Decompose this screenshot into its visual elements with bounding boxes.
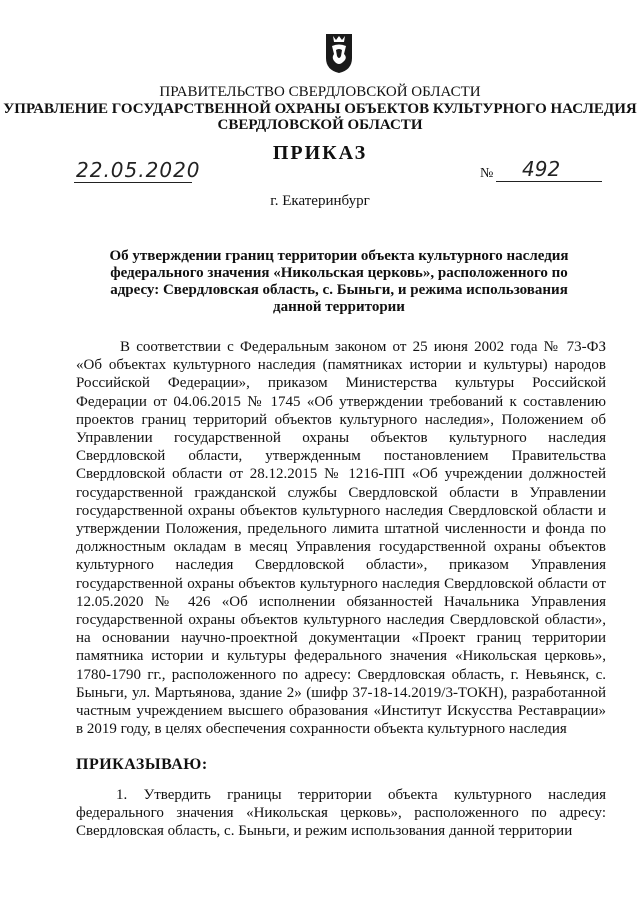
city: г. Екатеринбург <box>270 193 370 209</box>
document-type: ПРИКАЗ <box>272 142 368 164</box>
date-underline <box>74 182 192 183</box>
department-name: УПРАВЛЕНИЕ ГОСУДАРСТВЕННОЙ ОХРАНЫ ОБЪЕКТОВ КУЛЬТУРНОГО НАСЛЕДИЯ СВЕРДЛОВСКОЙ ОБЛАСТИ <box>3 101 637 133</box>
coat-of-arms-icon <box>324 32 354 74</box>
order-keyword: ПРИКАЗЫВАЮ: <box>76 756 208 773</box>
preamble-paragraph: В соответствии с Федеральным законом от 25 июня 2002 года № 73-ФЗ «Об объектах культурного наследия (памятниках истории и культуры) народов Российской Федерации», приказом Министерства культуры Российской Федерации от 04.06.2015 № 1745 «Об утверждении требований к составлению проектов границ территорий объектов культурного наследия», Положением об Управлении государственной охраны объектов культурного наследия Свердловской области, утвержденным постановлением Правительства Свердловской области от 28.12.2015 № 1216-ПП «Об учреждении должностей государственной гражданской службы Свердловской области в Управлении государственной охраны объектов культурного наследия Свердловской области и утверждении Положения, предельного лимита штатной численности и фонда по должностным окладам в месяц Управления государственной охраны объектов культурного наследия Свердловской области», приказом Управления государственной охраны объектов культурного наследия Свердловской области от 12.05.2020 № 426 «Об исполнении обязанностей Начальника Управления государственной охраны объектов культурного наследия Свердловской области», на основании научно-проектной документации «Проект границ территории памятника истории и культуры федерального значения «Никольская церковь», 1780-1790 гг., расположенного по адресу: Свердловская область, г. Невьянск, с. Быньги, ул. Мартьянова, здание 2» (шифр 37-18-14.2019/3-ТОКН), разработанной частным учреждением высшего образования «Институт Искусства Реставрации» в 2019 году, в целях обеспечения сохранности объекта культурного наследия <box>76 339 606 738</box>
order-item: 1. Утвердить границы территории объекта культурного наследия федерального значения «Никольская церковь», расположенного по адресу: Свердловская область, с. Быньги, и режим использования данной территории <box>76 787 606 840</box>
order-number: 492 <box>522 157 561 181</box>
number-underline <box>496 181 602 182</box>
number-label: № <box>480 166 494 181</box>
order-date: 22.05.2020 <box>76 158 201 182</box>
order-title: Об утверждении границ территории объекта культурного наследия федерального значения «Никольская церковь», расположенного по адресу: Свердловская область, с. Быньги, и режима использования данной территории <box>109 248 569 315</box>
government-name: ПРАВИТЕЛЬСТВО СВЕРДЛОВСКОЙ ОБЛАСТИ <box>159 84 481 100</box>
